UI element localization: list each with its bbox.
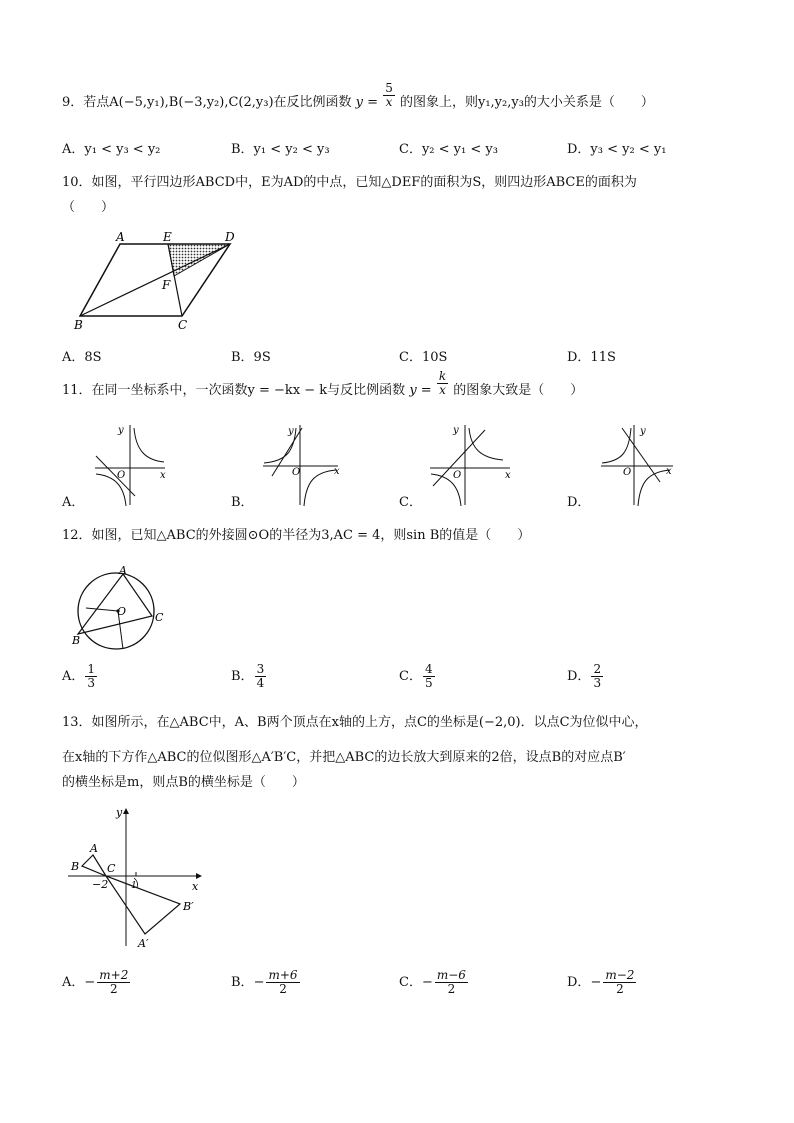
q13-label-ap: A′ bbox=[138, 937, 149, 950]
q11-frac-num: k bbox=[438, 369, 447, 383]
q13-label-neg2: −2 bbox=[92, 878, 109, 891]
q11-graph-b bbox=[258, 420, 343, 510]
q13-stem-line1: 13．如图所示，在△ABC中，A、B两个顶点在x轴的上方，点C的坐标是(−2,0)．以点C为位似中心， bbox=[62, 715, 648, 730]
q12-option-a-num: 1 bbox=[87, 662, 96, 676]
q13-option-c-num: m−6 bbox=[436, 968, 466, 982]
q12-option-c-fraction bbox=[423, 663, 435, 690]
q11-a-y-label: y bbox=[118, 425, 124, 436]
q10-option-d[interactable]: D．11S bbox=[567, 350, 616, 365]
q13-option-a[interactable] bbox=[62, 969, 131, 996]
q12-option-a[interactable] bbox=[62, 663, 98, 690]
q11-func-lhs: y = bbox=[409, 383, 432, 399]
q11-b-y-label: y bbox=[288, 426, 294, 437]
q11-graph-c bbox=[425, 420, 515, 510]
q13-option-c-den: 2 bbox=[447, 982, 456, 997]
q13-option-b-den: 2 bbox=[279, 982, 287, 997]
q11-c-o-label: O bbox=[453, 470, 462, 481]
q10-label-c: C bbox=[178, 318, 188, 332]
q10-stem-line1: 10．如图，平行四边形ABCD中，E为AD的中点，已知△DEF的面积为S，则四边形ABCE的面积为 bbox=[62, 175, 637, 190]
q11-graph-d bbox=[598, 420, 678, 510]
q10-label-e: E bbox=[163, 230, 172, 244]
q13-label-a: A bbox=[90, 842, 98, 855]
q12-option-b-fraction bbox=[255, 663, 267, 690]
q9-option-a[interactable]: A．y₁ < y₃ < y₂ bbox=[62, 142, 161, 157]
q13-option-a-letter: A． bbox=[62, 975, 85, 991]
q12-label-b: B bbox=[72, 634, 81, 647]
q9-option-c[interactable]: C．y₂ < y₁ < y₃ bbox=[399, 142, 498, 157]
q13-triangle-apbpc bbox=[106, 876, 180, 934]
q12-option-d-num: 2 bbox=[593, 662, 602, 676]
q12-option-c[interactable] bbox=[399, 663, 436, 690]
q13-label-y: y bbox=[116, 806, 123, 819]
q11-fraction bbox=[437, 370, 448, 397]
q10-option-a[interactable]: A．8S bbox=[62, 350, 102, 365]
q13-option-c-letter: C． bbox=[399, 975, 422, 991]
q13-option-d-sign: − bbox=[590, 975, 602, 991]
q12-option-a-fraction bbox=[85, 663, 97, 690]
q10-label-b: B bbox=[74, 318, 83, 332]
q11-c-x-label: x bbox=[505, 470, 511, 481]
q12-figure bbox=[68, 565, 168, 650]
q12-label-o: O bbox=[117, 605, 127, 618]
q13-option-b-sign: − bbox=[253, 975, 265, 991]
q13-option-b[interactable] bbox=[231, 969, 301, 996]
q11-stem-tail: 的图象大致是（ ） bbox=[453, 383, 584, 399]
q12-option-b-den: 4 bbox=[256, 676, 265, 691]
q13-label-one: 1 bbox=[131, 881, 137, 891]
q12-option-a-letter: A． bbox=[62, 669, 85, 685]
q13-option-d[interactable] bbox=[567, 969, 637, 996]
q12-option-b-letter: B． bbox=[231, 669, 254, 685]
q13-option-c-fraction bbox=[435, 969, 468, 996]
q11-graph-a bbox=[90, 420, 170, 510]
q9-func-lhs: y = bbox=[355, 95, 379, 111]
q12-label-c: C bbox=[155, 611, 164, 624]
q13-option-d-num: m−2 bbox=[605, 968, 635, 982]
q9-stem-text: 9．若点A(−5,y₁),B(−3,y₂),C(2,y₃)在反比例函数 bbox=[62, 95, 352, 111]
q12-option-b-num: 3 bbox=[256, 662, 265, 676]
q13-stem-line3: 的横坐标是m，则点B的横坐标是（ ） bbox=[62, 775, 305, 790]
q12-option-c-letter: C． bbox=[399, 669, 422, 685]
q11-b-x-label: x bbox=[334, 466, 340, 477]
q12-option-d-den: 3 bbox=[593, 676, 602, 691]
q12-option-d-fraction bbox=[591, 663, 603, 690]
q12-option-c-den: 5 bbox=[424, 676, 433, 691]
q10-option-c[interactable]: C．10S bbox=[399, 350, 448, 365]
q11-option-d[interactable]: D． bbox=[567, 495, 591, 510]
q9-stem bbox=[62, 81, 654, 111]
q13-label-c: C bbox=[107, 862, 116, 875]
q10-option-b[interactable]: B．9S bbox=[231, 350, 271, 365]
q12-stem: 12．如图，已知△ABC的外接圆⊙O的半径为3,AC = 4，则sin B的值是（ ） bbox=[62, 528, 531, 543]
q11-option-b[interactable]: B． bbox=[231, 495, 254, 510]
q10-stem-line2: （ ） bbox=[62, 200, 115, 215]
q11-d-o-label: O bbox=[623, 467, 632, 478]
q11-option-a[interactable]: A． bbox=[62, 495, 85, 510]
q10-label-a: A bbox=[116, 230, 125, 244]
q13-label-b: B bbox=[71, 860, 80, 873]
q13-option-c-sign: − bbox=[421, 975, 433, 991]
q11-b-o-label: O bbox=[292, 467, 301, 478]
q9-frac-den: x bbox=[385, 95, 393, 110]
q12-option-c-num: 4 bbox=[424, 662, 433, 676]
q11-stem bbox=[62, 369, 584, 399]
q13-label-x: x bbox=[192, 880, 199, 893]
q13-stem-line2: 在x轴的下方作△ABC的位似图形△A′B′C，并把△ABC的边长放大到原来的2倍，设点B的对应点B′ bbox=[62, 750, 626, 765]
q13-option-a-num: m+2 bbox=[99, 968, 129, 982]
q12-option-a-den: 3 bbox=[87, 676, 96, 691]
q11-a-x-label: x bbox=[160, 470, 166, 481]
q10-label-d: D bbox=[225, 230, 235, 244]
q11-a-o-label: O bbox=[117, 470, 126, 481]
q13-option-a-sign: − bbox=[84, 975, 96, 991]
q11-stem-text: 11．在同一坐标系中，一次函数y = −kx − k与反比例函数 bbox=[62, 383, 406, 399]
q13-option-b-num: m+6 bbox=[268, 968, 298, 982]
q11-d-y-label: y bbox=[640, 426, 646, 437]
q13-option-c[interactable] bbox=[399, 969, 469, 996]
q10-figure bbox=[70, 232, 240, 332]
q12-option-d[interactable] bbox=[567, 663, 604, 690]
q11-c-y-label: y bbox=[453, 425, 459, 436]
q13-option-a-den: 2 bbox=[110, 982, 118, 997]
q11-frac-den: x bbox=[439, 383, 446, 398]
q9-stem-tail: 的图象上，则y₁,y₂,y₃的大小关系是（ ） bbox=[399, 95, 654, 111]
q12-option-b[interactable] bbox=[231, 663, 267, 690]
q13-option-d-fraction bbox=[603, 969, 636, 996]
q9-option-d[interactable]: D．y₃ < y₂ < y₁ bbox=[567, 142, 667, 157]
q11-option-c[interactable]: C． bbox=[399, 495, 422, 510]
q11-d-x-label: x bbox=[666, 466, 672, 477]
q13-option-b-fraction bbox=[266, 969, 299, 996]
q10-label-f: F bbox=[162, 278, 171, 292]
q9-option-b[interactable]: B．y₁ < y₂ < y₃ bbox=[231, 142, 330, 157]
q12-label-a: A bbox=[119, 564, 127, 577]
q13-triangle-abc bbox=[82, 855, 106, 876]
q13-option-b-letter: B． bbox=[231, 975, 254, 991]
q9-fraction bbox=[383, 82, 395, 109]
q13-option-d-den: 2 bbox=[616, 982, 624, 997]
q13-option-d-letter: D． bbox=[567, 975, 591, 991]
q13-figure bbox=[66, 806, 211, 951]
q13-label-bp: B′ bbox=[183, 900, 194, 913]
q12-option-d-letter: D． bbox=[567, 669, 591, 685]
q10-line-be bbox=[80, 244, 230, 316]
q13-option-a-fraction bbox=[97, 969, 130, 996]
q9-frac-num: 5 bbox=[385, 81, 393, 95]
